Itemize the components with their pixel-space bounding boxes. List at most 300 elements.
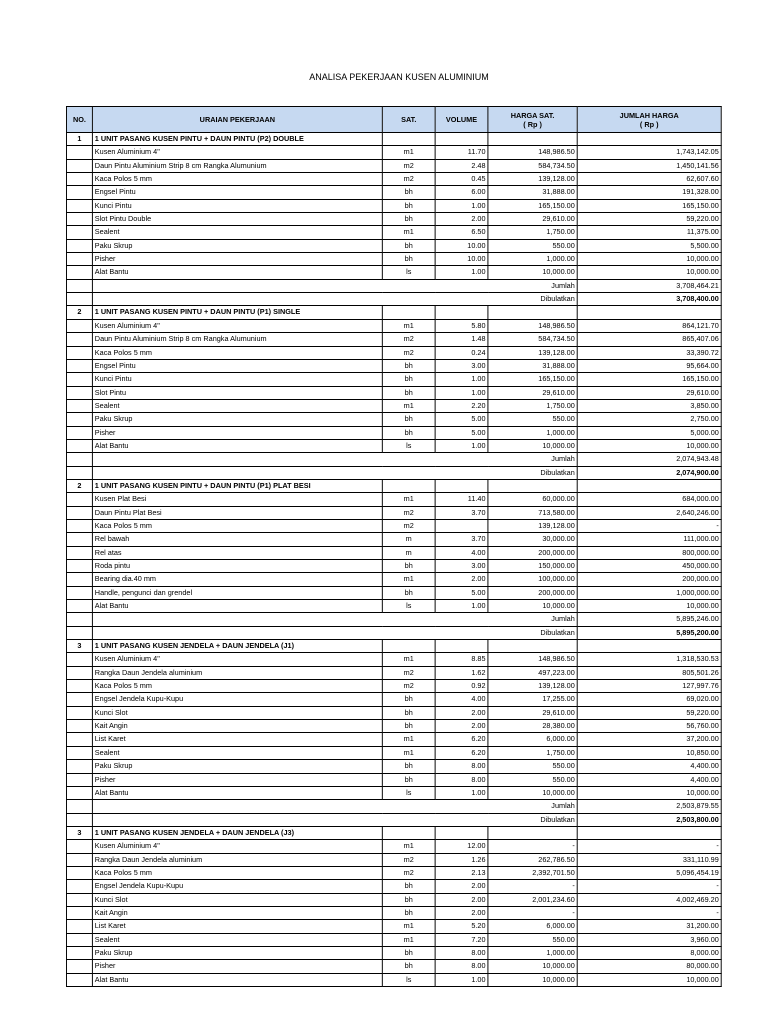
item-unit: m1 bbox=[382, 319, 435, 332]
row-no-cell bbox=[66, 906, 92, 919]
item-unit-price: 165,150.00 bbox=[488, 373, 577, 386]
table-row bbox=[66, 960, 721, 973]
item-unit-price: 584,734.50 bbox=[488, 333, 577, 346]
item-unit: m1 bbox=[382, 399, 435, 412]
item-unit: m1 bbox=[382, 653, 435, 666]
rounded-total-row bbox=[66, 813, 721, 826]
section-title: 1 UNIT PASANG KUSEN JENDELA + DAUN JENDELA (J1) bbox=[92, 640, 382, 653]
item-unit: bh bbox=[382, 386, 435, 399]
table-row bbox=[66, 586, 721, 599]
rounded-total-value: 2,074,900.00 bbox=[577, 466, 721, 479]
table-row bbox=[66, 786, 721, 799]
item-description: Engsel Jendela Kupu-Kupu bbox=[92, 880, 382, 893]
row-no-cell bbox=[66, 239, 92, 252]
item-volume: 5.80 bbox=[435, 319, 488, 332]
item-unit: ls bbox=[382, 439, 435, 452]
item-unit-price: 1,000.00 bbox=[488, 253, 577, 266]
item-description: Kunci Slot bbox=[92, 706, 382, 719]
empty-cell-sat bbox=[382, 133, 435, 146]
row-no-cell bbox=[66, 199, 92, 212]
item-unit: bh bbox=[382, 426, 435, 439]
item-volume: 1.00 bbox=[435, 439, 488, 452]
item-total-price: 10,000.00 bbox=[577, 253, 721, 266]
item-total-price: - bbox=[577, 880, 721, 893]
item-description: Sealent bbox=[92, 933, 382, 946]
item-total-price: 2,750.00 bbox=[577, 413, 721, 426]
item-unit: bh bbox=[382, 359, 435, 372]
table-header-row bbox=[66, 107, 721, 133]
item-volume: 3.70 bbox=[435, 533, 488, 546]
item-description: Sealent bbox=[92, 399, 382, 412]
table-row bbox=[66, 720, 721, 733]
empty-cell-volume bbox=[435, 133, 488, 146]
item-description: Engsel Pintu bbox=[92, 186, 382, 199]
item-total-price: 69,020.00 bbox=[577, 693, 721, 706]
item-unit-price: 2,001,234.60 bbox=[488, 893, 577, 906]
item-volume: 2.00 bbox=[435, 706, 488, 719]
row-no-cell bbox=[66, 533, 92, 546]
table-row bbox=[66, 973, 721, 986]
item-volume: 10.00 bbox=[435, 253, 488, 266]
empty-cell-jumlah bbox=[577, 640, 721, 653]
item-total-price: 865,407.06 bbox=[577, 333, 721, 346]
item-total-price: 4,400.00 bbox=[577, 773, 721, 786]
row-no-cell bbox=[66, 293, 92, 306]
table-row bbox=[66, 733, 721, 746]
item-unit-price: 60,000.00 bbox=[488, 493, 577, 506]
item-unit-price: 148,986.50 bbox=[488, 146, 577, 159]
table-row bbox=[66, 333, 721, 346]
item-unit: m bbox=[382, 546, 435, 559]
section-number: 2 bbox=[66, 306, 92, 319]
document-title: ANALISA PEKERJAAN KUSEN ALUMINIUM bbox=[309, 72, 489, 82]
item-volume: 5.00 bbox=[435, 413, 488, 426]
item-volume: 8.00 bbox=[435, 960, 488, 973]
item-total-price: 111,000.00 bbox=[577, 533, 721, 546]
table-row bbox=[66, 533, 721, 546]
item-description: Daun Pintu Aluminium Strip 8 cm Rangka Alumunium bbox=[92, 159, 382, 172]
item-unit: m2 bbox=[382, 853, 435, 866]
table-row bbox=[66, 213, 721, 226]
item-unit: m1 bbox=[382, 146, 435, 159]
item-volume: 5.20 bbox=[435, 920, 488, 933]
item-unit-price: 139,128.00 bbox=[488, 173, 577, 186]
item-description: Paku Skrup bbox=[92, 760, 382, 773]
item-total-price: 37,200.00 bbox=[577, 733, 721, 746]
item-unit: m2 bbox=[382, 346, 435, 359]
item-unit-price: 148,986.50 bbox=[488, 319, 577, 332]
item-unit: m bbox=[382, 533, 435, 546]
item-unit: m1 bbox=[382, 573, 435, 586]
item-total-price: 4,400.00 bbox=[577, 760, 721, 773]
row-no-cell bbox=[66, 880, 92, 893]
row-no-cell bbox=[66, 666, 92, 679]
row-no-cell bbox=[66, 399, 92, 412]
item-total-price: 805,501.26 bbox=[577, 666, 721, 679]
table-row bbox=[66, 146, 721, 159]
item-volume: 0.24 bbox=[435, 346, 488, 359]
item-unit-price: 550.00 bbox=[488, 760, 577, 773]
item-volume: 12.00 bbox=[435, 840, 488, 853]
row-no-cell bbox=[66, 560, 92, 573]
row-no-cell bbox=[66, 453, 92, 466]
table-row bbox=[66, 680, 721, 693]
item-unit-price: 10,000.00 bbox=[488, 960, 577, 973]
item-description: List Karet bbox=[92, 920, 382, 933]
item-total-price: 331,110.99 bbox=[577, 853, 721, 866]
row-no-cell bbox=[66, 493, 92, 506]
item-volume: 1.00 bbox=[435, 266, 488, 279]
row-no-cell bbox=[66, 373, 92, 386]
item-unit-price: 10,000.00 bbox=[488, 600, 577, 613]
table-row bbox=[66, 266, 721, 279]
row-no-cell bbox=[66, 680, 92, 693]
row-no-cell bbox=[66, 933, 92, 946]
empty-cell-volume bbox=[435, 826, 488, 839]
item-volume: 10.00 bbox=[435, 239, 488, 252]
table-row bbox=[66, 239, 721, 252]
item-volume: 6.00 bbox=[435, 186, 488, 199]
item-total-price: 3,960.00 bbox=[577, 933, 721, 946]
item-total-price: 10,000.00 bbox=[577, 439, 721, 452]
item-unit: m2 bbox=[382, 680, 435, 693]
item-description: Kait Angin bbox=[92, 720, 382, 733]
empty-cell-harga bbox=[488, 826, 577, 839]
item-unit: m1 bbox=[382, 746, 435, 759]
subtotal-label: Jumlah bbox=[92, 800, 577, 813]
item-volume: 2.13 bbox=[435, 866, 488, 879]
subtotal-row bbox=[66, 453, 721, 466]
table-row bbox=[66, 173, 721, 186]
item-total-price: 450,000.00 bbox=[577, 560, 721, 573]
item-unit-price: 10,000.00 bbox=[488, 266, 577, 279]
rounded-total-row bbox=[66, 466, 721, 479]
item-total-price: 10,850.00 bbox=[577, 746, 721, 759]
item-volume: 1.00 bbox=[435, 199, 488, 212]
table-row bbox=[66, 840, 721, 853]
item-unit: ls bbox=[382, 600, 435, 613]
item-total-price: 165,150.00 bbox=[577, 373, 721, 386]
item-volume: 1.00 bbox=[435, 786, 488, 799]
item-unit-price: 31,888.00 bbox=[488, 186, 577, 199]
subtotal-label: Jumlah bbox=[92, 279, 577, 292]
item-unit-price: 31,888.00 bbox=[488, 359, 577, 372]
empty-cell-jumlah bbox=[577, 306, 721, 319]
subtotal-value: 5,895,246.00 bbox=[577, 613, 721, 626]
item-unit-price: - bbox=[488, 906, 577, 919]
table-row bbox=[66, 653, 721, 666]
item-unit: ls bbox=[382, 973, 435, 986]
item-unit-price: 28,380.00 bbox=[488, 720, 577, 733]
empty-cell-harga bbox=[488, 306, 577, 319]
item-unit: m2 bbox=[382, 506, 435, 519]
item-unit-price: 1,750.00 bbox=[488, 399, 577, 412]
item-description: Roda pintu bbox=[92, 560, 382, 573]
item-unit: m2 bbox=[382, 866, 435, 879]
item-volume: 4.00 bbox=[435, 546, 488, 559]
item-unit-price: 100,000.00 bbox=[488, 573, 577, 586]
col-header-sat: SAT. bbox=[382, 107, 435, 133]
row-no-cell bbox=[66, 866, 92, 879]
item-description: Paku Skrup bbox=[92, 946, 382, 959]
item-total-price: 10,000.00 bbox=[577, 786, 721, 799]
item-volume: 0.45 bbox=[435, 173, 488, 186]
item-unit-price: 10,000.00 bbox=[488, 973, 577, 986]
item-unit: ls bbox=[382, 266, 435, 279]
col-header-jumlah-line1: JUMLAH HARGA bbox=[619, 110, 679, 120]
item-unit-price: 165,150.00 bbox=[488, 199, 577, 212]
item-total-price: 864,121.70 bbox=[577, 319, 721, 332]
item-volume: 0.92 bbox=[435, 680, 488, 693]
table-row bbox=[66, 426, 721, 439]
item-volume: 3.70 bbox=[435, 506, 488, 519]
item-description: Kunci Slot bbox=[92, 893, 382, 906]
row-no-cell bbox=[66, 733, 92, 746]
row-no-cell bbox=[66, 333, 92, 346]
table-row bbox=[66, 906, 721, 919]
subtotal-value: 2,074,943.48 bbox=[577, 453, 721, 466]
item-unit-price: 550.00 bbox=[488, 239, 577, 252]
section-title: 1 UNIT PASANG KUSEN PINTU + DAUN PINTU (P1) PLAT BESI bbox=[92, 479, 382, 492]
item-unit-price: 29,610.00 bbox=[488, 213, 577, 226]
rounded-total-row bbox=[66, 626, 721, 639]
item-unit-price: - bbox=[488, 840, 577, 853]
item-volume: 6.50 bbox=[435, 226, 488, 239]
item-description: Kaca Polos 5 mm bbox=[92, 173, 382, 186]
item-total-price: 59,220.00 bbox=[577, 213, 721, 226]
item-total-price: 80,000.00 bbox=[577, 960, 721, 973]
item-description: Engsel Pintu bbox=[92, 359, 382, 372]
empty-cell-sat bbox=[382, 479, 435, 492]
item-unit: m1 bbox=[382, 733, 435, 746]
row-no-cell bbox=[66, 279, 92, 292]
item-unit-price: 139,128.00 bbox=[488, 680, 577, 693]
item-description: Alat Bantu bbox=[92, 439, 382, 452]
item-total-price: 10,000.00 bbox=[577, 266, 721, 279]
item-volume: 1.00 bbox=[435, 973, 488, 986]
row-no-cell bbox=[66, 426, 92, 439]
section-header-row bbox=[66, 826, 721, 839]
item-unit: m1 bbox=[382, 840, 435, 853]
rounded-total-label: Dibulatkan bbox=[92, 466, 577, 479]
rounded-total-label: Dibulatkan bbox=[92, 626, 577, 639]
row-no-cell bbox=[66, 439, 92, 452]
empty-cell-sat bbox=[382, 826, 435, 839]
empty-cell-sat bbox=[382, 306, 435, 319]
item-volume: 2.00 bbox=[435, 906, 488, 919]
item-description: Alat Bantu bbox=[92, 786, 382, 799]
item-volume: 5.00 bbox=[435, 426, 488, 439]
empty-cell-jumlah bbox=[577, 133, 721, 146]
item-unit-price: 10,000.00 bbox=[488, 786, 577, 799]
item-total-price: 5,500.00 bbox=[577, 239, 721, 252]
row-no-cell bbox=[66, 573, 92, 586]
item-description: Kusen Plat Besi bbox=[92, 493, 382, 506]
item-volume: 3.00 bbox=[435, 560, 488, 573]
rounded-total-row bbox=[66, 293, 721, 306]
table-row bbox=[66, 546, 721, 559]
item-unit: m2 bbox=[382, 666, 435, 679]
empty-cell-volume bbox=[435, 306, 488, 319]
table-row bbox=[66, 920, 721, 933]
item-description: Slot Pintu bbox=[92, 386, 382, 399]
item-volume bbox=[435, 519, 488, 532]
table-row bbox=[66, 386, 721, 399]
item-unit: bh bbox=[382, 946, 435, 959]
item-volume: 2.00 bbox=[435, 880, 488, 893]
item-total-price: 10,000.00 bbox=[577, 600, 721, 613]
row-no-cell bbox=[66, 546, 92, 559]
rounded-total-label: Dibulatkan bbox=[92, 293, 577, 306]
item-total-price: 95,664.00 bbox=[577, 359, 721, 372]
empty-cell-harga bbox=[488, 479, 577, 492]
item-unit: bh bbox=[382, 706, 435, 719]
item-unit-price: 29,610.00 bbox=[488, 386, 577, 399]
table-row bbox=[66, 319, 721, 332]
row-no-cell bbox=[66, 893, 92, 906]
item-unit: m1 bbox=[382, 920, 435, 933]
row-no-cell bbox=[66, 626, 92, 639]
item-unit-price: 200,000.00 bbox=[488, 586, 577, 599]
row-no-cell bbox=[66, 840, 92, 853]
item-total-price: - bbox=[577, 519, 721, 532]
item-description: Kusen Aluminium 4" bbox=[92, 146, 382, 159]
row-no-cell bbox=[66, 813, 92, 826]
item-unit: m2 bbox=[382, 159, 435, 172]
row-no-cell bbox=[66, 693, 92, 706]
item-unit: bh bbox=[382, 693, 435, 706]
item-volume: 2.20 bbox=[435, 399, 488, 412]
item-unit: m2 bbox=[382, 173, 435, 186]
col-header-harga-line1: HARGA SAT. bbox=[510, 110, 555, 120]
item-description: Daun Pintu Aluminium Strip 8 cm Rangka Alumunium bbox=[92, 333, 382, 346]
item-total-price: - bbox=[577, 906, 721, 919]
item-total-price: 5,096,454.19 bbox=[577, 866, 721, 879]
item-description: Kaca Polos 5 mm bbox=[92, 519, 382, 532]
row-no-cell bbox=[66, 920, 92, 933]
item-description: Sealent bbox=[92, 226, 382, 239]
item-unit-price: 262,786.50 bbox=[488, 853, 577, 866]
item-unit-price: 148,986.50 bbox=[488, 653, 577, 666]
row-no-cell bbox=[66, 346, 92, 359]
analysis-table bbox=[66, 106, 722, 987]
row-no-cell bbox=[66, 519, 92, 532]
item-total-price: 10,000.00 bbox=[577, 973, 721, 986]
table-row bbox=[66, 519, 721, 532]
item-unit: bh bbox=[382, 213, 435, 226]
item-volume: 1.26 bbox=[435, 853, 488, 866]
item-unit-price: 29,610.00 bbox=[488, 706, 577, 719]
item-description: Kunci Pintu bbox=[92, 373, 382, 386]
item-unit: m1 bbox=[382, 226, 435, 239]
table-row bbox=[66, 159, 721, 172]
subtotal-value: 3,708,464.21 bbox=[577, 279, 721, 292]
table-row bbox=[66, 760, 721, 773]
table-row bbox=[66, 600, 721, 613]
subtotal-label: Jumlah bbox=[92, 613, 577, 626]
item-description: Alat Bantu bbox=[92, 973, 382, 986]
item-volume: 2.00 bbox=[435, 213, 488, 226]
row-no-cell bbox=[66, 386, 92, 399]
item-volume: 2.48 bbox=[435, 159, 488, 172]
item-unit: bh bbox=[382, 199, 435, 212]
item-unit-price: 2,392,701.50 bbox=[488, 866, 577, 879]
item-volume: 11.70 bbox=[435, 146, 488, 159]
row-no-cell bbox=[66, 946, 92, 959]
row-no-cell bbox=[66, 973, 92, 986]
table-row bbox=[66, 346, 721, 359]
item-volume: 2.00 bbox=[435, 893, 488, 906]
row-no-cell bbox=[66, 653, 92, 666]
section-header-row bbox=[66, 640, 721, 653]
item-unit: bh bbox=[382, 760, 435, 773]
item-total-price: 62,607.60 bbox=[577, 173, 721, 186]
item-total-price: 3,850.00 bbox=[577, 399, 721, 412]
row-no-cell bbox=[66, 146, 92, 159]
item-unit-price: 200,000.00 bbox=[488, 546, 577, 559]
item-description: Sealent bbox=[92, 746, 382, 759]
item-unit-price: 150,000.00 bbox=[488, 560, 577, 573]
item-unit: bh bbox=[382, 880, 435, 893]
subtotal-row bbox=[66, 279, 721, 292]
table-row bbox=[66, 853, 721, 866]
item-volume: 1.00 bbox=[435, 600, 488, 613]
subtotal-label: Jumlah bbox=[92, 453, 577, 466]
col-header-harga-line2: ( Rp ) bbox=[523, 119, 542, 129]
item-description: Rangka Daun Jendela aluminium bbox=[92, 666, 382, 679]
item-unit-price: 497,223.00 bbox=[488, 666, 577, 679]
section-header-row bbox=[66, 133, 721, 146]
item-total-price: 56,760.00 bbox=[577, 720, 721, 733]
rounded-total-value: 3,708,400.00 bbox=[577, 293, 721, 306]
row-no-cell bbox=[66, 773, 92, 786]
row-no-cell bbox=[66, 613, 92, 626]
item-description: Pisher bbox=[92, 253, 382, 266]
item-description: Rel bawah bbox=[92, 533, 382, 546]
item-total-price: 33,390.72 bbox=[577, 346, 721, 359]
item-description: Pisher bbox=[92, 960, 382, 973]
row-no-cell bbox=[66, 159, 92, 172]
item-total-price: 1,450,141.56 bbox=[577, 159, 721, 172]
section-header-row bbox=[66, 479, 721, 492]
row-no-cell bbox=[66, 586, 92, 599]
item-unit: bh bbox=[382, 253, 435, 266]
row-no-cell bbox=[66, 506, 92, 519]
table-row bbox=[66, 399, 721, 412]
item-total-price: 29,610.00 bbox=[577, 386, 721, 399]
table-row bbox=[66, 946, 721, 959]
table-row bbox=[66, 413, 721, 426]
row-no-cell bbox=[66, 253, 92, 266]
item-unit: ls bbox=[382, 786, 435, 799]
section-title: 1 UNIT PASANG KUSEN PINTU + DAUN PINTU (P1) SINGLE bbox=[92, 306, 382, 319]
table-row bbox=[66, 199, 721, 212]
table-body bbox=[66, 133, 721, 987]
item-description: Rangka Daun Jendela aluminium bbox=[92, 853, 382, 866]
empty-cell-volume bbox=[435, 640, 488, 653]
item-unit-price: 139,128.00 bbox=[488, 519, 577, 532]
table-row bbox=[66, 933, 721, 946]
subtotal-row bbox=[66, 613, 721, 626]
item-description: Alat Bantu bbox=[92, 600, 382, 613]
item-unit: bh bbox=[382, 186, 435, 199]
row-no-cell bbox=[66, 960, 92, 973]
item-unit-price: 1,750.00 bbox=[488, 746, 577, 759]
table-row bbox=[66, 359, 721, 372]
item-unit-price: 17,255.00 bbox=[488, 693, 577, 706]
row-no-cell bbox=[66, 359, 92, 372]
item-unit: bh bbox=[382, 560, 435, 573]
